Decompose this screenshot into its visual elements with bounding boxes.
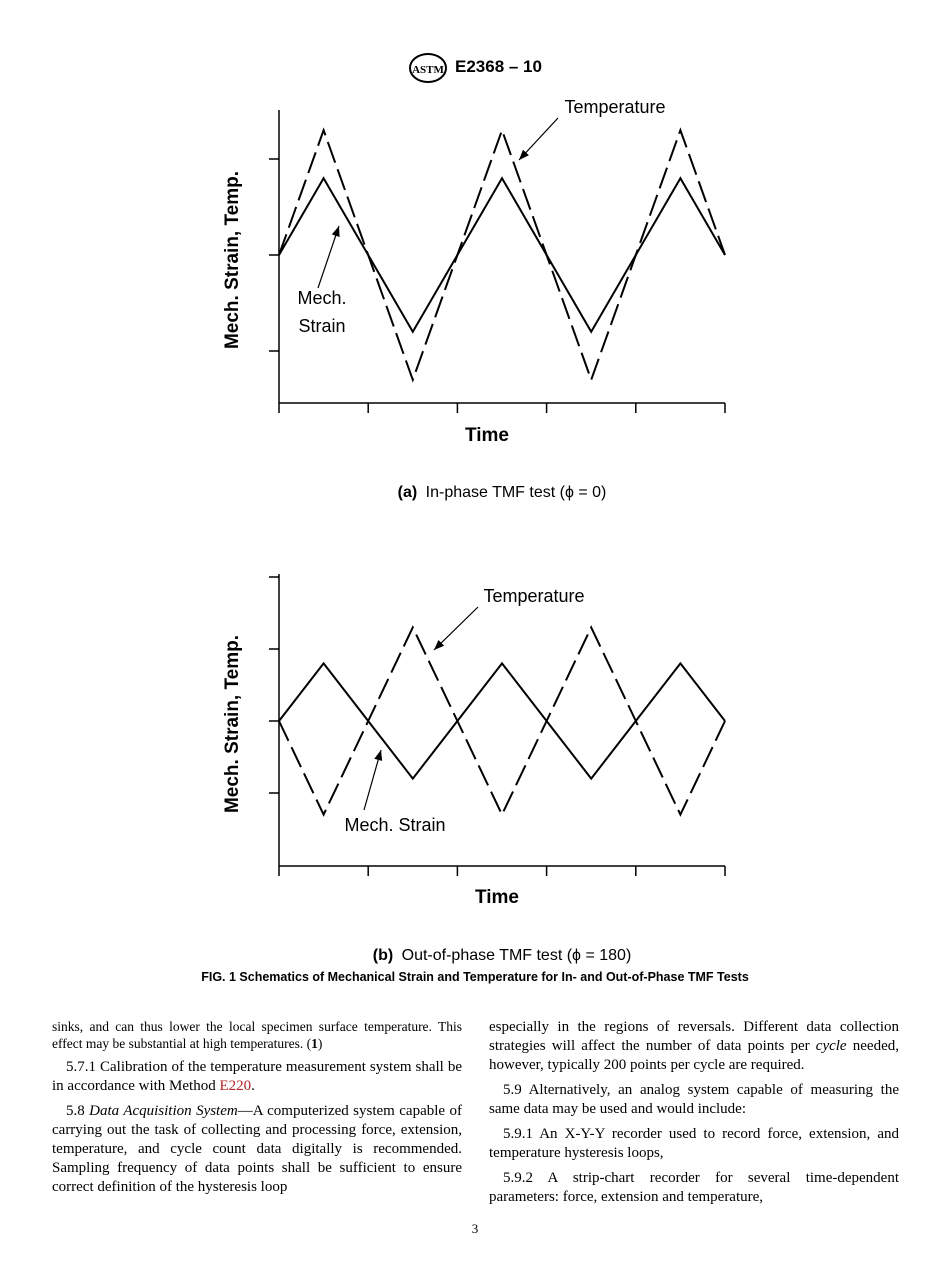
mech-strain-series xyxy=(279,178,725,332)
page-number: 3 xyxy=(471,1221,479,1236)
left-column xyxy=(52,1018,462,1203)
mech-strain-series xyxy=(279,663,725,778)
paragraph-5-8: 5.8 Data Acquisition System—A computerized system capable of carrying out the task of collecting and processing force, extension, temperature, and cycle count data digitally is recommended. Sampling frequency of data points shall be sufficient to ensure correct definition of the hysteresis loop xyxy=(52,1103,462,1195)
panel-label: (a) xyxy=(397,484,418,501)
y-axis-label: Mech. Strain, Temp. xyxy=(222,170,243,350)
temperature-series xyxy=(279,130,725,380)
right-column xyxy=(489,1018,899,1213)
svg-text:(a) In-phase TMF test (ϕ = xyxy=(398,484,607,501)
chart-b xyxy=(0,520,950,980)
temperature-annotation: Temperature xyxy=(483,586,585,606)
x-axis-label: Time xyxy=(474,887,520,908)
panel-subtitle: In-phase TMF test (ϕ = 0) xyxy=(425,484,607,501)
svg-text:(b) Out-of-phase TMF test xyxy=(373,947,632,964)
section-title: Data Acquisition System xyxy=(89,1103,238,1119)
figure-caption: FIG. 1 Schematics of Mechanical Strain and Temperature for In- and Out-of-Phase TMF Tests xyxy=(201,970,749,984)
paragraph-5-9-1: 5.9.1 An X-Y-Y recorder used to record force, extension, and temperature hysteresis loops, xyxy=(489,1126,899,1161)
chart-a xyxy=(0,0,950,520)
document-id: E2368 – 10 xyxy=(455,57,542,76)
strain-arrow-head xyxy=(332,226,340,237)
strain-annotation: Mech. Strain xyxy=(344,815,446,835)
paragraph-continued: especially in the regions of reversals. Different data collection strategies will affect the number of data points per cycle needed, however, typically 200 points per cycle are required. xyxy=(489,1019,899,1073)
paragraph-continued: sinks, and can thus lower the local specimen surface temperature. This effect may be substantial at high temperatures. (1) xyxy=(52,1019,462,1051)
reference-number: 1 xyxy=(311,1036,318,1051)
y-axis-label: Mech. Strain, Temp. xyxy=(222,634,243,814)
paragraph-5-9-2: 5.9.2 A strip-chart recorder for several time-dependent parameters: force, extension and temperature, xyxy=(489,1170,899,1205)
temperature-annotation: Temperature xyxy=(564,97,666,117)
logo-text: ASTM xyxy=(412,64,444,76)
panel-subtitle: Out-of-phase TMF test (ϕ = 180) xyxy=(401,947,632,964)
panel-label: (b) xyxy=(372,947,394,964)
strain-annotation-line1: Mech. xyxy=(297,288,347,308)
e220-link[interactable]: E220 xyxy=(219,1078,252,1094)
paragraph-5-7-1: 5.7.1 Calibration of the temperature measurement system shall be in accordance with Method E220. xyxy=(52,1059,462,1094)
x-axis-label: Time xyxy=(464,425,510,446)
temperature-series xyxy=(279,627,725,814)
strain-arrow-head xyxy=(374,750,382,761)
paragraph-5-9: 5.9 Alternatively, an analog system capable of measuring the same data may be used and would include: xyxy=(489,1082,899,1117)
strain-annotation-line2: Strain xyxy=(298,316,346,336)
